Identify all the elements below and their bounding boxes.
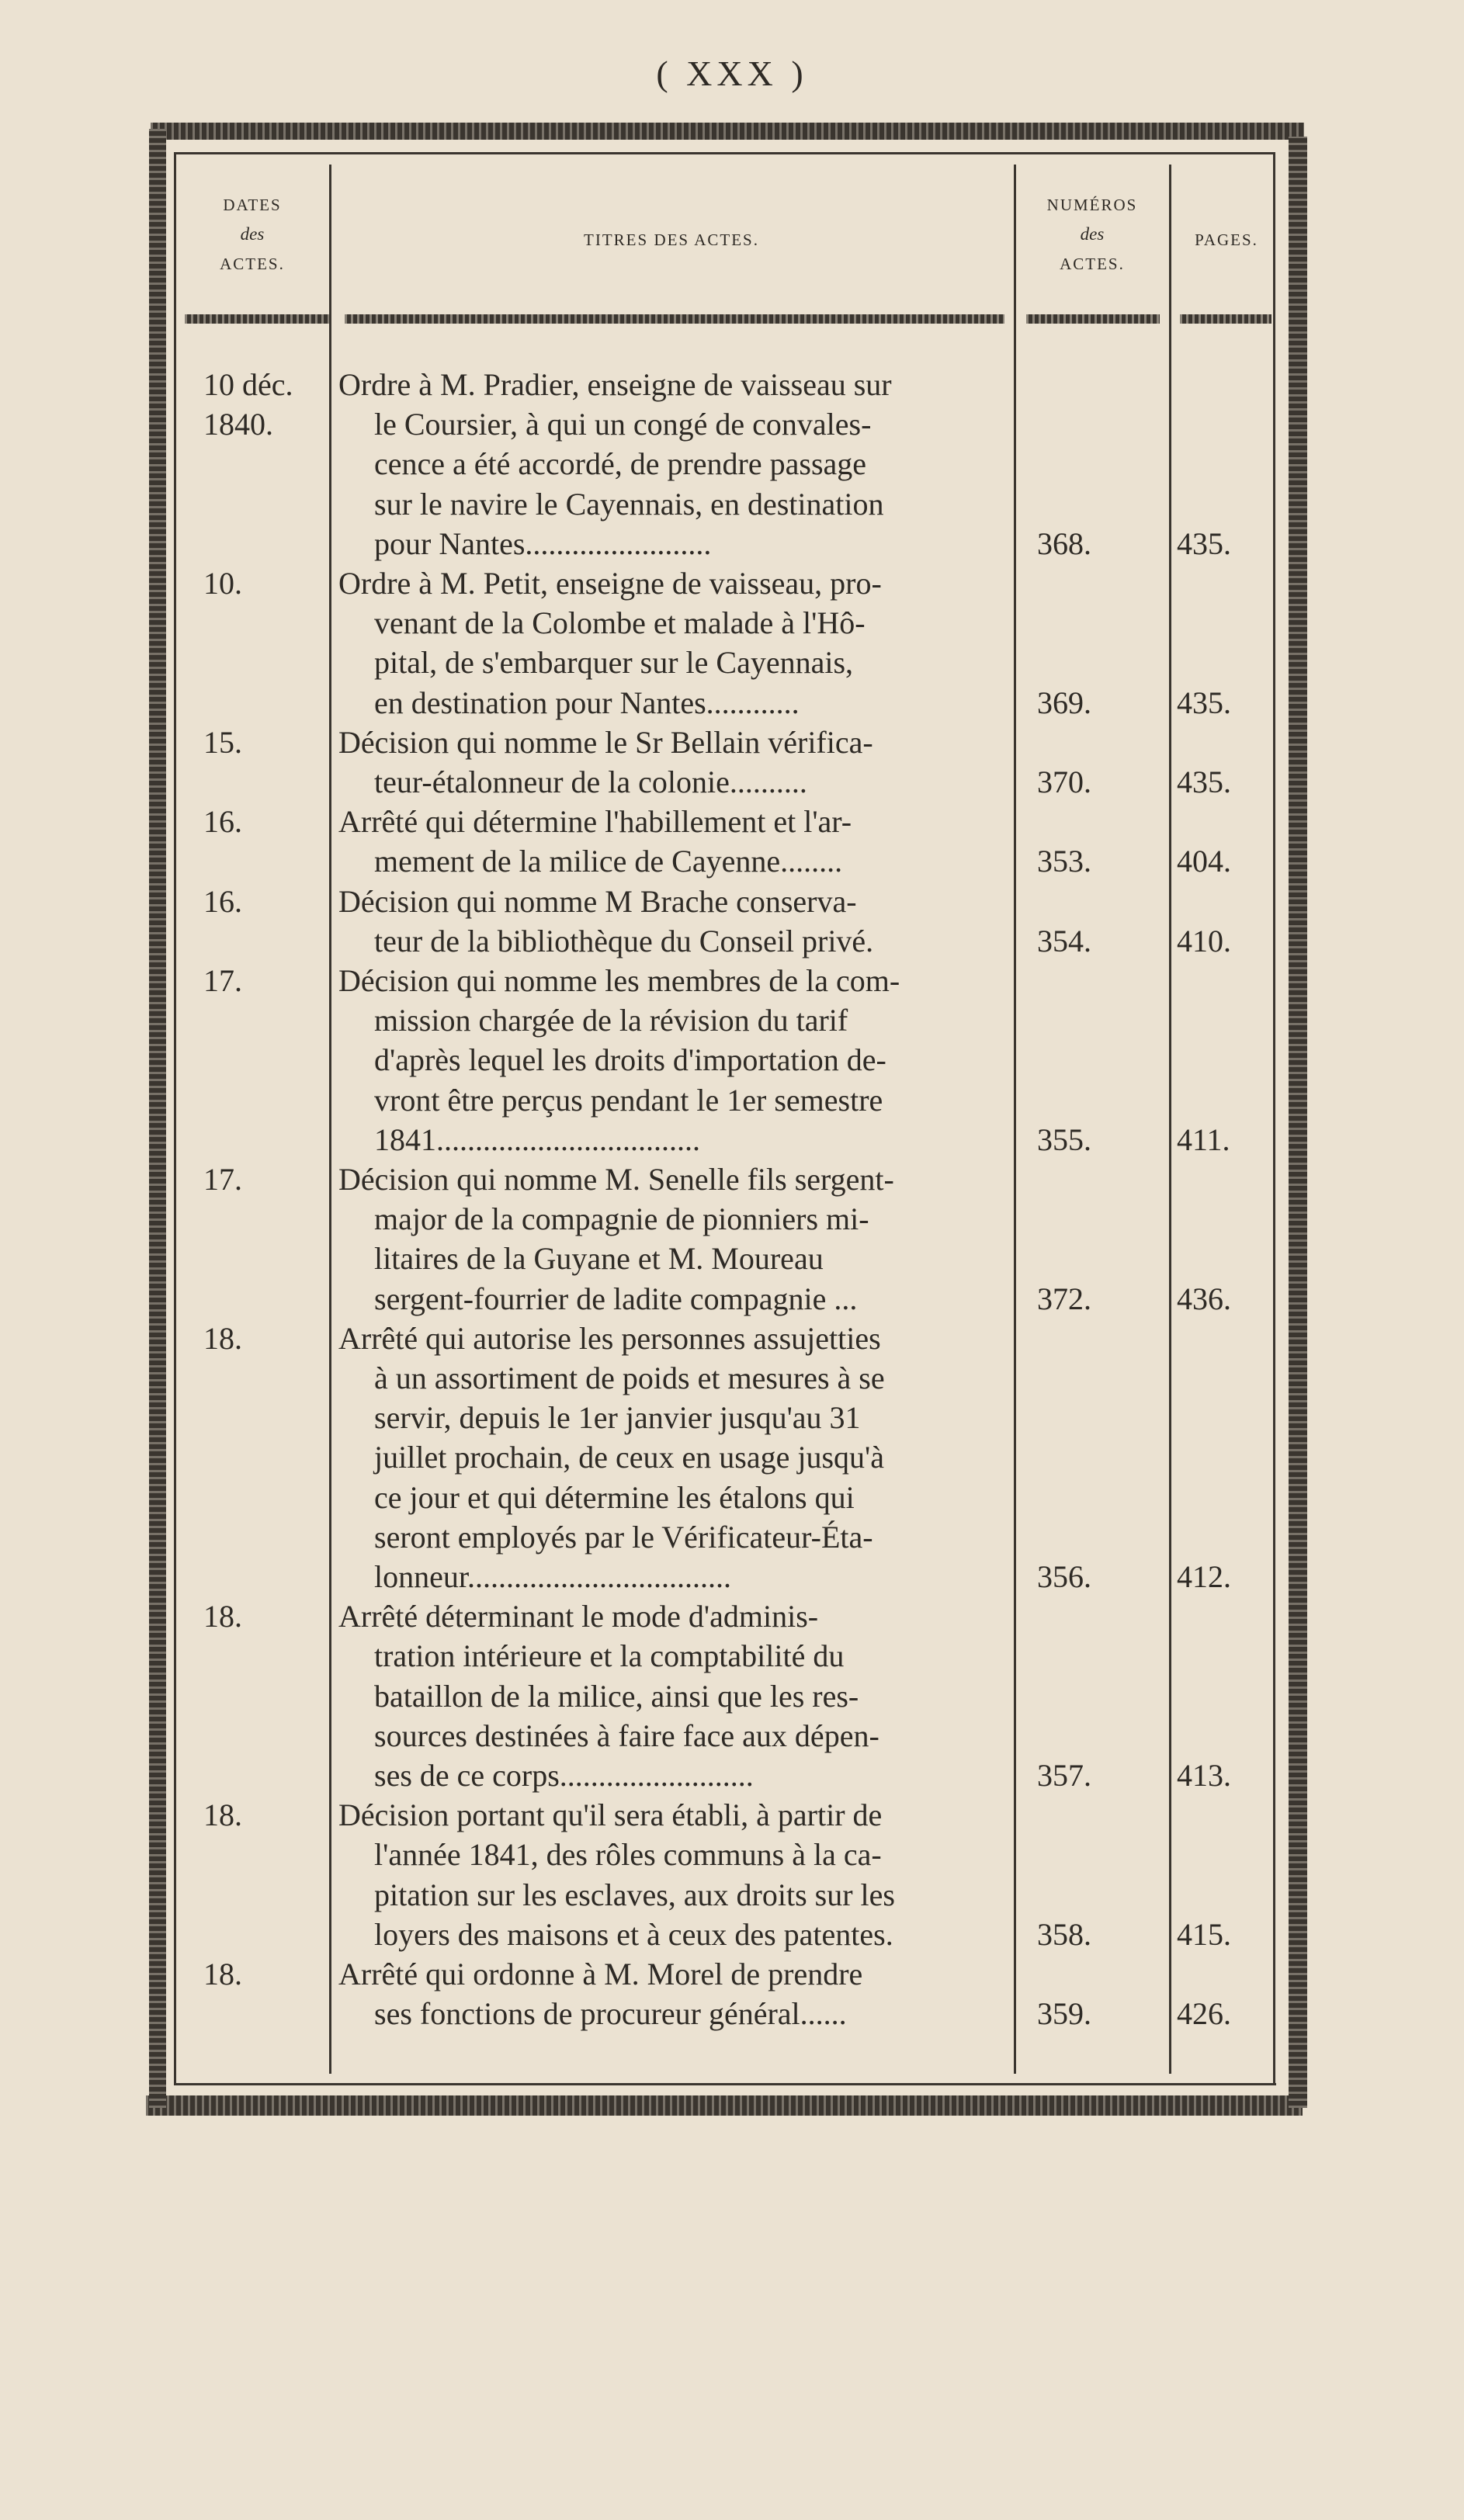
entry-title-line: lonneur..................................: [374, 1559, 731, 1595]
header-dates: [179, 190, 326, 279]
entry-date: [203, 563, 328, 603]
entry-title-line: Arrêté qui détermine l'habillement et l'ar-: [338, 804, 852, 840]
entry-page: 415.: [1177, 1916, 1231, 1952]
entry-title-line: tration intérieure et la comptabilité du: [374, 1638, 845, 1674]
entry-date-line: 18.: [203, 1957, 242, 1991]
entry-title-line: Arrêté déterminant le mode d'adminis-: [338, 1599, 819, 1634]
entry-title-line: pitation sur les esclaves, aux droits sur les: [374, 1877, 895, 1912]
entry-title: [338, 1159, 1012, 1319]
frame-inner-left-rule: [174, 152, 176, 2085]
entry-numero: 372.: [1037, 1281, 1091, 1316]
header-numeros: [1017, 190, 1167, 279]
entry-date-line: 10.: [203, 566, 242, 601]
entry-title-line: 1841..................................: [374, 1121, 700, 1157]
entry-title-line: litaires de la Guyane et M. Moureau: [374, 1241, 824, 1277]
entry-title-line: vront être perçus pendant le 1er semestre: [374, 1082, 883, 1118]
entry-date: [203, 1795, 328, 1835]
frame-top-border: [151, 123, 1304, 140]
entry-title-line: Ordre à M. Pradier, enseigne de vaisseau sur: [338, 367, 892, 402]
entry-title: [338, 1319, 1012, 1596]
entry-title-line: l'année 1841, des rôles communs à la ca-: [374, 1837, 882, 1873]
header-titres-label: TITRES DES ACTES.: [584, 231, 759, 249]
entry-title-line: Décision qui nomme M Brache conserva-: [338, 883, 857, 919]
column-rule-numeros: [1169, 165, 1171, 2074]
entry-title-line: le Coursier, à qui un congé de convales-: [374, 407, 872, 442]
entry-date-line: 16.: [203, 883, 242, 919]
entry-date-line: 18.: [203, 1797, 242, 1833]
entry-page: 435.: [1177, 764, 1231, 799]
entry-title-line: loyers des maisons et à ceux des patentes.: [374, 1916, 893, 1952]
entry-numero: 368.: [1037, 525, 1091, 561]
entry-title: [338, 365, 1012, 563]
frame-bottom-border: [146, 2095, 1303, 2116]
entry-title-line: Décision portant qu'il sera établi, à partir de: [338, 1797, 883, 1833]
entry-title-line: cence a été accordé, de prendre passage: [374, 446, 867, 482]
entry-page: 426.: [1177, 1996, 1231, 2032]
entry-title-line: Arrêté qui autorise les personnes assujetties: [338, 1320, 881, 1356]
entry-title-line: mement de la milice de Cayenne........: [374, 844, 843, 879]
entry-title-line: bataillon de la milice, ainsi que les res-: [374, 1678, 859, 1714]
frame-inner-top-rule: [174, 152, 1275, 154]
header-titres: [334, 225, 1009, 255]
column-rule-dates: [329, 165, 331, 2074]
entry-title: [338, 882, 1012, 961]
entry-title-line: teur de la bibliothèque du Conseil privé.: [374, 923, 874, 958]
entry-title-line: sur le navire le Cayennais, en destination: [374, 486, 884, 522]
entry-page: 436.: [1177, 1281, 1231, 1316]
header-numeros-line2: des: [1080, 224, 1105, 244]
entry-numero: 355.: [1037, 1121, 1091, 1157]
entry-numero: 358.: [1037, 1916, 1091, 1952]
entry-title-line: sources destinées à faire face aux dépen-: [374, 1718, 879, 1753]
entry-page: 412.: [1177, 1558, 1231, 1594]
entry-numero: 359.: [1037, 1996, 1091, 2032]
entry-title-line: teur-étalonneur de la colonie..........: [374, 764, 807, 799]
frame-inner-bottom-rule: [174, 2083, 1276, 2085]
entry-title-line: Décision qui nomme M. Senelle fils sergent-: [338, 1162, 894, 1197]
entry-numero: 353.: [1037, 844, 1091, 879]
entry-date-line: 16.: [203, 804, 242, 840]
entry-title: [338, 723, 1012, 802]
header-rule-dates: [185, 314, 329, 324]
entry-numero: 357.: [1037, 1757, 1091, 1793]
page-folio: ( XXX ): [656, 54, 808, 93]
entry-date-line: 18.: [203, 1599, 242, 1634]
entry-date: [203, 723, 328, 762]
entry-date-line: 17.: [203, 1162, 242, 1197]
frame-left-border: [149, 129, 166, 2108]
entry-date: [203, 1954, 328, 1994]
entry-title-line: Décision qui nomme les membres de la com-: [338, 963, 900, 998]
entry-title-line: ses fonctions de procureur général......: [374, 1996, 847, 2032]
entry-title-line: d'après lequel les droits d'importation de-: [374, 1042, 886, 1078]
entry-date: [203, 365, 328, 444]
entry-page: 435.: [1177, 685, 1231, 720]
entry-numero: 370.: [1037, 764, 1091, 799]
entry-date: [203, 1596, 328, 1636]
entry-date-line: 10 déc.: [203, 367, 293, 402]
entry-page: 410.: [1177, 923, 1231, 958]
entry-title-line: servir, depuis le 1er janvier jusqu'au 31: [374, 1400, 861, 1436]
entry-date: [203, 1319, 328, 1358]
entry-title: [338, 1795, 1012, 1954]
entry-title-line: Décision qui nomme le Sr Bellain vérifica-: [338, 724, 873, 760]
entry-title-line: juillet prochain, de ceux en usage jusqu'à: [374, 1440, 884, 1475]
entry-title: [338, 802, 1012, 881]
entry-title-line: venant de la Colombe et malade à l'Hô-: [374, 605, 866, 641]
header-dates-line2: des: [240, 224, 265, 244]
entry-date-line: 18.: [203, 1320, 242, 1356]
entry-page: 413.: [1177, 1757, 1231, 1793]
entry-title-line: en destination pour Nantes............: [374, 685, 800, 720]
entry-title-line: seront employés par le Vérificateur-Éta-: [374, 1519, 873, 1555]
entry-title-line: mission chargée de la révision du tarif: [374, 1003, 848, 1038]
column-rule-titres: [1014, 165, 1016, 2074]
entry-numero: 354.: [1037, 923, 1091, 958]
entry-title-line: Ordre à M. Petit, enseigne de vaisseau, pro-: [338, 566, 882, 601]
header-pages: [1172, 225, 1281, 255]
entry-title-line: pital, de s'embarquer sur le Cayennais,: [374, 645, 854, 681]
entry-date-line: 15.: [203, 724, 242, 760]
entry-date: [203, 1159, 328, 1199]
entry-date: [203, 961, 328, 1000]
entry-date-line: 17.: [203, 963, 242, 998]
entry-numero: 369.: [1037, 685, 1091, 720]
entry-title-line: à un assortiment de poids et mesures à se: [374, 1361, 885, 1395]
entry-title-line: sergent-fourrier de ladite compagnie ...: [374, 1281, 858, 1316]
entry-numero: 356.: [1037, 1558, 1091, 1594]
entry-date: [203, 882, 328, 921]
entry-title-line: major de la compagnie de pionniers mi-: [374, 1201, 869, 1237]
entry-page: 404.: [1177, 844, 1231, 879]
header-pages-label: PAGES.: [1195, 231, 1258, 249]
header-rule-pages: [1180, 314, 1271, 324]
entry-title-line: Arrêté qui ordonne à M. Morel de prendre: [338, 1957, 863, 1991]
entry-title-line: pour Nantes........................: [374, 525, 712, 561]
entry-title-line: ce jour et qui détermine les étalons qui: [374, 1479, 855, 1515]
header-numeros-line3: ACTES.: [1060, 255, 1125, 273]
entry-title: [338, 1954, 1012, 2033]
entry-date-line: 1840.: [203, 407, 273, 442]
entry-page: 435.: [1177, 525, 1231, 561]
header-dates-line3: ACTES.: [220, 255, 285, 273]
entry-page: 411.: [1177, 1121, 1230, 1157]
header-dates-line1: DATES: [223, 196, 282, 214]
header-numeros-line1: NUMÉROS: [1046, 196, 1138, 214]
entry-title-line: ses de ce corps.........................: [374, 1758, 754, 1793]
header-rule-titres: [345, 314, 1004, 324]
entry-date: [203, 802, 328, 841]
entry-title: [338, 1596, 1012, 1795]
entry-title: [338, 563, 1012, 723]
entry-title: [338, 961, 1012, 1159]
header-rule-numeros: [1026, 314, 1160, 324]
